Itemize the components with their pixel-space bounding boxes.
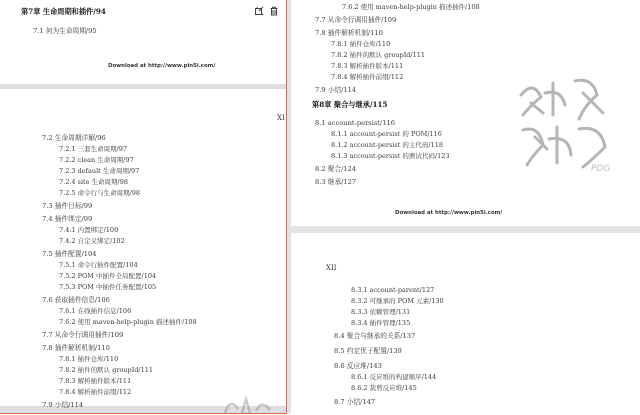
toc-entry: 8.5 约定优于配置/139: [334, 347, 402, 355]
toc-entry: 7.6 获取插件信息/106: [42, 296, 110, 304]
toc-entry: 7.6.2 使用 maven-help-plugin 描述插件/108: [59, 318, 197, 326]
toc-entry: 第7章 生命周期和插件/94: [21, 7, 106, 16]
toc-entry: 8.6.2 裁剪反应堆/145: [351, 384, 417, 392]
page-gap-band: [0, 84, 286, 89]
toc-entry: 8.4 聚合与继承的关系/137: [334, 332, 416, 340]
toc-entry: 7.8.1 插件仓库/110: [331, 40, 391, 48]
toc-entry: 8.3.4 插件管理/135: [351, 319, 411, 327]
toc-entry: 8.1.3 account-persist 的测试代码/123: [331, 152, 450, 160]
toc-entry: 第8章 聚合与继承/115: [312, 100, 388, 109]
toc-entry: 7.8 插件解析机制/110: [42, 344, 110, 352]
toc-entry: 8.1.1 account-persist 的 POM/116: [331, 130, 442, 138]
toc-entry: 7.2.4 site 生命周期/98: [59, 178, 129, 186]
toc-entry: 7.8.2 插件的默认 groupId/111: [59, 366, 154, 374]
toc-entry: 7.4 插件绑定/99: [42, 215, 93, 223]
toc-entry: 7.8.3 解析插件版本/111: [59, 377, 132, 385]
crop-page-icon[interactable]: [253, 5, 265, 17]
toc-entry: 7.8.1 插件仓库/110: [59, 355, 119, 363]
page-side-mark: XI: [277, 114, 285, 122]
toc-entry: 7.2.3 default 生命周期/97: [59, 167, 140, 175]
toc-entry: 7.4.2 自定义绑定/102: [59, 237, 125, 245]
toc-entry: 7.8 插件解析机制/110: [315, 29, 383, 37]
download-footer: Download at http://www.pin5i.com/: [395, 210, 503, 216]
toc-entry: 8.7 小结/147: [334, 398, 376, 406]
toc-entry: 8.1.2 account-persist 的主代码/118: [331, 141, 443, 149]
svg-text:PDG: PDG: [591, 164, 611, 174]
toc-entry: 7.9 小结/114: [315, 86, 357, 94]
page-thumbnail-right-bottom[interactable]: [291, 233, 640, 413]
watermark-seal-fragment: [220, 395, 280, 415]
toc-entry: 7.7 从命令行调用插件/109: [42, 331, 124, 339]
toc-entry: 8.1 account-persist/116: [315, 119, 395, 127]
trash-icon[interactable]: [268, 5, 280, 17]
toc-entry: 7.3 插件目标/99: [42, 202, 93, 210]
watermark-seal: [513, 75, 623, 175]
toc-entry: 7.2 生命周期详解/96: [42, 134, 106, 142]
page-roman-number: XII: [326, 264, 337, 272]
toc-entry: 7.2.5 命令行与生命周期/98: [59, 189, 141, 197]
toc-entry: 8.3 继承/127: [315, 178, 357, 186]
toc-entry: 7.9 小结/114: [42, 401, 84, 409]
page-thumbnail-right-top[interactable]: [277, 0, 640, 226]
toc-entry: 7.5 插件配置/104: [42, 250, 97, 258]
toc-entry: 8.3.2 可继承的 POM 元素/130: [351, 297, 444, 305]
toc-entry: 7.7 从命令行调用插件/109: [315, 16, 397, 24]
toc-entry: 7.8.2 插件的默认 groupId/111: [331, 51, 426, 59]
toc-entry: 7.4.1 内置绑定/100: [59, 226, 119, 234]
toc-entry: 7.5.2 POM 中插件全局配置/104: [59, 272, 157, 280]
toc-entry: 7.5.1 命令行插件配置/104: [59, 261, 138, 269]
toc-entry: 8.6.1 反应堆的构建顺序/144: [351, 373, 437, 381]
toc-entry: 7.2.1 三套生命周期/97: [59, 145, 128, 153]
toc-entry: 7.8.4 解析插件前缀/112: [59, 388, 132, 396]
toc-entry: 8.3.3 依赖管理/131: [351, 308, 411, 316]
toc-entry: 7.1 何为生命周期/95: [33, 27, 97, 35]
page-thumbnail-left[interactable]: [0, 0, 286, 413]
toc-entry: 7.2.2 clean 生命周期/97: [59, 156, 134, 164]
download-footer: Download at http://www.pin5i.com/: [108, 63, 216, 69]
toc-entry: 8.6 反应堆/143: [334, 362, 382, 370]
toc-entry: 7.5.3 POM 中插件任务配置/105: [59, 283, 157, 291]
toc-entry: 7.6.1 在线插件信息/106: [59, 307, 132, 315]
toc-entry: 7.6.2 使用 maven-help-plugin 描述插件/108: [342, 3, 480, 11]
toc-entry: 8.2 聚合/124: [315, 165, 357, 173]
toc-entry: 7.8.3 解析插件版本/111: [331, 62, 404, 70]
toc-entry: 7.8.4 解析插件前缀/112: [331, 73, 404, 81]
toc-entry: 8.3.1 account-parent/127: [351, 286, 435, 294]
